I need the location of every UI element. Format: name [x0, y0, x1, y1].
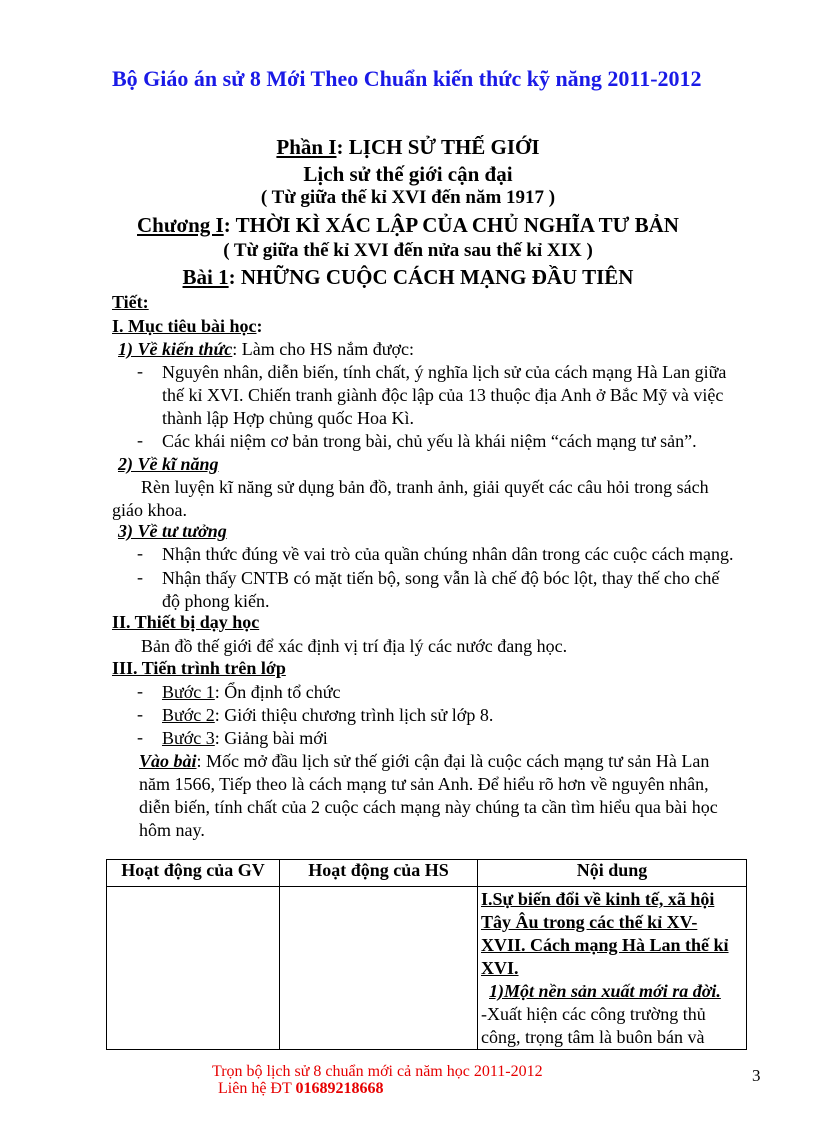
content-heading [481, 888, 746, 980]
skill-text-line-1: Rèn luyện kĩ năng sử dụng bản đồ, tranh ảnh, giải quyết các câu hỏi trong sách [141, 477, 709, 497]
knowledge-item-1 [162, 361, 726, 430]
lesson-title: : NHỮNG CUỘC CÁCH MẠNG ĐẦU TIÊN [228, 265, 634, 289]
chapter-heading [0, 213, 816, 238]
bullet-marker: - [137, 704, 143, 724]
text-line: : Mốc mở đầu lịch sử thế giới cận đại là cuộc cách mạng tư sản Hà Lan [196, 751, 710, 771]
lesson-intro [139, 750, 718, 842]
bullet-marker: - [137, 543, 143, 563]
text-line: Tây Âu trong các thế kỉ XV- [481, 912, 698, 932]
attitude-label: 3) Về tư tưởng [118, 521, 227, 541]
text-line: năm 1566, Tiếp theo là cách mạng tư sản Anh. Để hiểu rõ hơn về nguyên nhân, [139, 774, 709, 794]
bullet-marker: - [137, 361, 143, 381]
header-content: Nội dung [478, 860, 747, 887]
skill-text-line-2: giáo khoa. [112, 500, 187, 520]
intro-label: Vào bài [139, 751, 197, 771]
table-row [107, 887, 747, 1050]
part-heading [0, 135, 816, 160]
teacher-activity-cell [107, 887, 280, 1050]
document-header-title: Bộ Giáo án sử 8 Mới Theo Chuẩn kiến thức kỹ năng 2011-2012 [112, 66, 702, 91]
knowledge-line [118, 338, 414, 361]
chapter-subtitle: ( Từ giữa thế kỉ XVI đến nửa sau thế kỉ XIX ) [223, 240, 593, 261]
footer-contact-prefix: Liên hệ ĐT [218, 1080, 296, 1097]
step-1 [162, 681, 341, 704]
footer-line-2 [218, 1080, 383, 1098]
attitude-item-2 [162, 567, 719, 613]
section-objectives-title: I. Mục tiêu bài học [112, 316, 257, 336]
part-label: Phần I [276, 135, 337, 159]
subtitle-modern-history: Lịch sử thế giới cận đại [303, 162, 513, 186]
section-procedure-title: III. Tiến trình trên lớp [112, 658, 286, 678]
knowledge-label: 1) Về kiến thức [118, 339, 233, 359]
footer-phone: 01689218668 [295, 1080, 384, 1097]
header-teacher-activity: Hoạt động của GV [107, 860, 280, 887]
subtitle-period: ( Từ giữa thế kỉ XVI đến năm 1917 ) [260, 187, 556, 208]
text-line: thế kỉ XVI. Chiến tranh giành độc lập của 13 thuộc địa Anh ở Bắc Mỹ và việc [162, 385, 724, 405]
lesson-activity-table [106, 859, 747, 1050]
step-text: : Ổn định tổ chức [214, 682, 341, 702]
text-line: XVII. Cách mạng Hà Lan thế kỉ [481, 935, 729, 955]
text-line: XVI. [481, 958, 519, 978]
text-line: -Xuất hiện các công trường thủ [481, 1004, 706, 1024]
chapter-title: : THỜI KÌ XÁC LẬP CỦA CHỦ NGHĨA TƯ BẢN [223, 213, 679, 237]
section-equipment-text: Bản đồ thế giới để xác định vị trí địa lý các nước đang học. [141, 636, 568, 656]
chapter-label: Chương I [137, 213, 224, 237]
step-2 [162, 704, 493, 727]
text-line: độ phong kiến. [162, 591, 270, 611]
step-label: Bước 3 [162, 728, 215, 748]
page-number: 3 [752, 1066, 761, 1085]
section-objectives [112, 316, 263, 337]
text-line: Nguyên nhân, diễn biến, tính chất, ý nghĩa lịch sử của cách mạng Hà Lan giữa [162, 362, 727, 382]
content-cell [478, 887, 747, 1050]
step-text: : Giảng bài mới [214, 728, 328, 748]
text-line: diễn biến, tính chất của 2 cuộc cách mạng này chúng ta cần tìm hiểu qua bài học [139, 797, 718, 817]
skill-label: 2) Về kĩ năng [118, 454, 219, 474]
bullet-marker: - [137, 567, 143, 587]
lesson-label: Bài 1 [182, 265, 229, 289]
bullet-marker: - [137, 727, 143, 747]
step-3 [162, 727, 328, 750]
step-label: Bước 1 [162, 682, 215, 702]
text-line: công, trọng tâm là buôn bán và [481, 1027, 705, 1047]
step-label: Bước 2 [162, 705, 215, 725]
knowledge-item-2: Các khái niệm cơ bản trong bài, chủ yếu là khái niệm “cách mạng tư sản”. [162, 431, 697, 451]
bullet-marker: - [137, 430, 143, 450]
section-equipment-title: II. Thiết bị dạy học [112, 612, 260, 632]
part-title: : LỊCH SỬ THẾ GIỚI [336, 135, 540, 159]
bullet-marker: - [137, 681, 143, 701]
lesson-heading [0, 265, 816, 290]
table-header-row [107, 860, 747, 887]
text-line: Nhận thấy CNTB có mặt tiến bộ, song vẫn là chế độ bóc lột, thay thế cho chế [162, 568, 720, 588]
content-subheading: 1)Một nền sản xuất mới ra đời. [489, 981, 721, 1001]
lesson-period: Tiết: [112, 292, 149, 312]
section-objectives-colon: : [256, 316, 263, 336]
knowledge-intro: : Làm cho HS nắm được: [232, 339, 415, 359]
student-activity-cell [280, 887, 478, 1050]
header-student-activity: Hoạt động của HS [280, 860, 478, 887]
text-line: I.Sự biến đổi về kinh tế, xã hội [481, 889, 715, 909]
attitude-item-1: Nhận thức đúng về vai trò của quần chúng nhân dân trong các cuộc cách mạng. [162, 544, 734, 564]
step-text: : Giới thiệu chương trình lịch sử lớp 8. [214, 705, 494, 725]
text-line: thành lập Hợp chủng quốc Hoa Kì. [162, 408, 414, 428]
footer-line-1: Trọn bộ lịch sử 8 chuẩn mới cả năm học 2011-2012 [212, 1063, 543, 1080]
text-line: hôm nay. [139, 820, 205, 840]
